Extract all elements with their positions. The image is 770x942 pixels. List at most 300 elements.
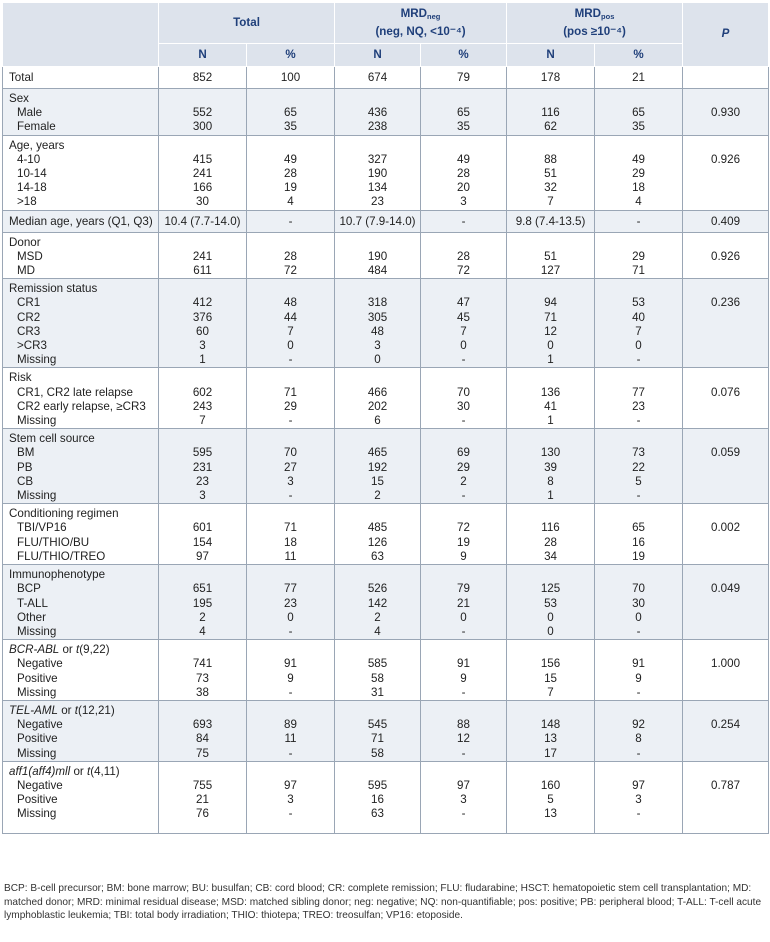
cell-value: 71 [284, 385, 297, 399]
cell-value: 71 [284, 521, 297, 535]
cell-spacer [599, 282, 678, 296]
cell-value: 3 [287, 474, 294, 488]
header-total: Total [159, 3, 335, 44]
p-value: 0.409 [711, 214, 741, 228]
header-p [683, 3, 769, 67]
value-cell [421, 279, 507, 368]
cell-value: 79 [457, 71, 470, 84]
cell-value: 72 [457, 264, 470, 278]
cell-value: 0 [374, 353, 381, 367]
value-cell [247, 640, 335, 701]
row-category-gene: TEL-AML [9, 703, 58, 717]
cell-spacer [425, 507, 502, 521]
cell-value: 465 [367, 446, 388, 460]
cell-spacer [687, 236, 764, 250]
cell-value: 58 [371, 671, 384, 685]
cell-value: 202 [367, 399, 388, 413]
cell-value: 88 [457, 718, 470, 732]
cell-value: 3 [199, 489, 206, 503]
row-item-label: Male [17, 106, 43, 120]
header-mrd-neg-detail: (neg, NQ, <10⁻⁴) [375, 24, 466, 38]
cell-value: 84 [196, 732, 209, 746]
cell-value: 5 [635, 474, 642, 488]
row-label [3, 89, 159, 136]
cell-value: 45 [457, 310, 470, 324]
value-cell [159, 135, 247, 210]
value-cell [159, 210, 247, 232]
cell-value: 0 [287, 610, 294, 624]
cell-value: 190 [367, 167, 388, 181]
value-cell [421, 210, 507, 232]
cell-value: 44 [284, 310, 297, 324]
row-label [3, 232, 159, 279]
row-category: Median age, years (Q1, Q3) [9, 214, 153, 228]
row-label [3, 504, 159, 565]
cell-spacer [599, 432, 678, 446]
cell-spacer [687, 704, 764, 718]
cell-value: - [288, 214, 293, 228]
header-mrd-pos-sub: pos [601, 12, 615, 22]
cell-value: 160 [540, 778, 561, 792]
p-value-cell [683, 279, 769, 368]
cell-value: 852 [192, 71, 213, 84]
cell-value: 91 [457, 657, 470, 671]
cell-value: 35 [457, 120, 470, 134]
header-mrd-neg-sub: neg [427, 12, 441, 22]
row-category: Stem cell source [9, 432, 95, 446]
cell-value: 130 [540, 446, 561, 460]
row-category-translocation: (12,21) [77, 703, 115, 717]
cell-value: 195 [192, 596, 213, 610]
cell-spacer [163, 507, 242, 521]
row-item-label: Female [17, 120, 56, 134]
row-item-label: Positive [17, 671, 58, 685]
value-cell [247, 565, 335, 640]
value-cell [421, 700, 507, 761]
cell-value: 4 [287, 195, 294, 209]
value-cell [595, 700, 683, 761]
value-cell [421, 640, 507, 701]
cell-value: 12 [457, 732, 470, 746]
cell-value: 9.8 (7.4-13.5) [515, 214, 586, 228]
cell-spacer [251, 432, 330, 446]
cell-spacer [339, 139, 416, 153]
row-item-label: Missing [17, 746, 57, 760]
p-value-cell [683, 429, 769, 504]
header-total-pct: % [247, 44, 335, 67]
cell-value: 674 [367, 71, 388, 84]
cell-value: 49 [457, 152, 470, 166]
cell-spacer [599, 371, 678, 385]
table-row [3, 429, 769, 504]
cell-spacer [339, 432, 416, 446]
row-item-label: Other [17, 610, 46, 624]
value-cell [159, 504, 247, 565]
value-cell [595, 210, 683, 232]
cell-value: 79 [457, 582, 470, 596]
value-cell [507, 135, 595, 210]
row-item-label: Missing [17, 414, 57, 428]
value-cell [507, 89, 595, 136]
header-total-n: N [159, 44, 247, 67]
cell-spacer [425, 765, 502, 779]
cell-spacer [339, 371, 416, 385]
p-value-cell [683, 565, 769, 640]
value-cell [595, 429, 683, 504]
cell-value: 231 [192, 460, 213, 474]
row-item-label: MD [17, 264, 36, 278]
cell-value: - [288, 685, 293, 699]
header-corner [3, 3, 159, 67]
header-mrd-neg-main: MRD [400, 7, 428, 21]
value-cell [421, 67, 507, 89]
value-cell [159, 67, 247, 89]
cell-spacer [511, 92, 590, 106]
value-cell [421, 232, 507, 279]
cell-spacer [425, 282, 502, 296]
cell-value: 28 [284, 249, 297, 263]
cell-value: - [461, 807, 466, 821]
cell-spacer [339, 282, 416, 296]
cell-spacer [339, 568, 416, 582]
cell-value: 38 [196, 685, 209, 699]
value-cell [421, 565, 507, 640]
table-row [3, 279, 769, 368]
cell-value: 9 [635, 671, 642, 685]
cell-value: - [636, 353, 641, 367]
value-cell [247, 368, 335, 429]
row-label [3, 368, 159, 429]
cell-value: 0 [287, 339, 294, 353]
cell-spacer [425, 139, 502, 153]
cell-value: 10.4 (7.7-14.0) [164, 214, 241, 228]
cell-spacer [687, 643, 764, 657]
value-cell [335, 565, 421, 640]
cell-spacer [251, 643, 330, 657]
table-row [3, 135, 769, 210]
cell-value: 8 [635, 732, 642, 746]
p-value-cell [683, 135, 769, 210]
cell-value: 30 [457, 399, 470, 413]
cell-value: - [461, 214, 466, 228]
row-item-label: 4-10 [17, 152, 41, 166]
cell-spacer [511, 568, 590, 582]
value-cell [507, 640, 595, 701]
row-label [3, 135, 159, 210]
value-cell [507, 429, 595, 504]
value-cell [247, 504, 335, 565]
p-value-cell [683, 368, 769, 429]
row-label [3, 761, 159, 833]
cell-value: 3 [460, 195, 467, 209]
p-value: 0.002 [711, 521, 741, 535]
table-row [3, 640, 769, 701]
cell-value: 18 [632, 181, 645, 195]
cell-value: 1 [547, 414, 554, 428]
cell-value: - [461, 414, 466, 428]
cell-spacer [163, 432, 242, 446]
cell-value: 97 [632, 778, 645, 792]
cell-value: 552 [192, 106, 213, 120]
cell-value: 28 [284, 167, 297, 181]
value-cell [247, 700, 335, 761]
p-value: 0.926 [711, 152, 741, 166]
value-cell [595, 565, 683, 640]
p-value-cell [683, 210, 769, 232]
table-row [3, 761, 769, 833]
row-item-label: Missing [17, 685, 57, 699]
table-row [3, 368, 769, 429]
cell-spacer [687, 371, 764, 385]
cell-value: 243 [192, 399, 213, 413]
cell-value: 148 [540, 718, 561, 732]
cell-value: 3 [199, 339, 206, 353]
cell-spacer [687, 432, 764, 446]
p-value: 0.049 [711, 582, 741, 596]
header-neg-n: N [335, 44, 421, 67]
value-cell [335, 700, 421, 761]
row-item-label: BM [17, 446, 35, 460]
cell-value: 75 [196, 746, 209, 760]
row-item-label: 14-18 [17, 181, 47, 195]
row-label [3, 429, 159, 504]
row-item-label: CR2 early relapse, ≥CR3 [17, 399, 146, 413]
value-cell [421, 504, 507, 565]
cell-spacer [339, 765, 416, 779]
cell-value: 0 [460, 610, 467, 624]
cell-value: 241 [192, 249, 213, 263]
cell-value: 755 [192, 778, 213, 792]
cell-spacer [687, 139, 764, 153]
cell-value: 91 [284, 657, 297, 671]
table-row [3, 504, 769, 565]
cell-value: 466 [367, 385, 388, 399]
value-cell [595, 279, 683, 368]
cell-spacer [339, 704, 416, 718]
cell-value: 2 [199, 610, 206, 624]
cell-value: 0 [635, 610, 642, 624]
cell-spacer [511, 432, 590, 446]
cell-value: 7 [460, 324, 467, 338]
row-item-label: CR1, CR2 late relapse [17, 385, 133, 399]
cell-value: 89 [284, 718, 297, 732]
cell-value: 41 [544, 399, 557, 413]
cell-value: 23 [371, 195, 384, 209]
cell-value: 526 [367, 582, 388, 596]
row-category-translocation: (9,22) [79, 643, 110, 657]
row-category: Total [9, 71, 34, 84]
cell-value: - [636, 414, 641, 428]
table-row [3, 67, 769, 89]
value-cell [595, 504, 683, 565]
value-cell [595, 640, 683, 701]
value-cell [159, 429, 247, 504]
cell-spacer [687, 92, 764, 106]
cell-value: 30 [196, 195, 209, 209]
header-p-label: P [721, 27, 730, 41]
cell-value: 116 [541, 521, 560, 535]
cell-value: 3 [287, 793, 294, 807]
header-mrd-pos [507, 3, 683, 44]
cell-value: - [636, 489, 641, 503]
cell-spacer [687, 507, 764, 521]
cell-value: 7 [287, 324, 294, 338]
cell-value: 70 [284, 446, 297, 460]
table-row [3, 700, 769, 761]
value-cell [159, 89, 247, 136]
row-item-label: PB [17, 460, 33, 474]
cell-value: 23 [196, 474, 209, 488]
cell-spacer [511, 765, 590, 779]
cell-value: 91 [632, 657, 645, 671]
cell-value: 156 [540, 657, 561, 671]
header-pos-n: N [507, 44, 595, 67]
table-row [3, 232, 769, 279]
row-category-t: t [86, 764, 91, 778]
cell-value: 51 [544, 249, 557, 263]
p-value: 1.000 [711, 657, 741, 671]
value-cell [507, 368, 595, 429]
cell-value: 73 [196, 671, 209, 685]
cell-value: 2 [460, 474, 467, 488]
cell-spacer [511, 643, 590, 657]
cell-value: 29 [284, 399, 297, 413]
p-value-cell [683, 67, 769, 89]
p-value-cell [683, 89, 769, 136]
header-pos-pct: % [595, 44, 683, 67]
cell-value: 126 [367, 535, 388, 549]
cell-value: 28 [544, 535, 557, 549]
value-cell [247, 761, 335, 833]
row-item-label: TBI/VP16 [17, 521, 67, 535]
cell-value: - [288, 746, 293, 760]
cell-spacer [251, 507, 330, 521]
cell-value: 65 [457, 106, 470, 120]
cell-value: 21 [196, 793, 209, 807]
cell-value: 3 [374, 339, 381, 353]
row-category-translocation: (4,11) [90, 764, 120, 778]
cell-spacer [599, 643, 678, 657]
cell-value: 47 [457, 296, 470, 310]
cell-spacer [425, 371, 502, 385]
header-mrd-pos-detail: (pos ≥10⁻⁴) [563, 24, 626, 38]
cell-value: 127 [540, 264, 561, 278]
p-value: 0.076 [711, 385, 741, 399]
cell-value: 35 [632, 120, 645, 134]
cell-value: 63 [371, 549, 384, 563]
cell-value: 49 [632, 152, 645, 166]
cell-value: 39 [544, 460, 557, 474]
header-mrd-pos-main: MRD [574, 7, 602, 21]
row-category: Age, years [9, 138, 65, 152]
cell-value: - [461, 685, 466, 699]
cell-value: 48 [284, 296, 297, 310]
cell-value: 9 [460, 549, 467, 563]
cell-spacer [599, 139, 678, 153]
cell-value: 58 [371, 746, 384, 760]
cell-value: 77 [284, 582, 297, 596]
cell-value: 65 [284, 106, 297, 120]
value-cell [247, 135, 335, 210]
cell-value: 30 [632, 596, 645, 610]
cell-value: 611 [193, 264, 212, 278]
cell-value: 4 [374, 624, 381, 638]
value-cell [335, 232, 421, 279]
cell-value: 241 [192, 167, 213, 181]
cell-spacer [339, 236, 416, 250]
cell-value: - [288, 624, 293, 638]
cell-value: 318 [367, 296, 388, 310]
cell-value: 166 [192, 181, 213, 195]
cell-value: 327 [367, 152, 388, 166]
cell-spacer [163, 92, 242, 106]
cell-value: 142 [367, 596, 388, 610]
cell-value: 40 [632, 310, 645, 324]
value-cell [507, 504, 595, 565]
cell-value: 97 [284, 778, 297, 792]
cell-value: 9 [287, 671, 294, 685]
cell-value: - [636, 214, 641, 228]
cell-value: 77 [632, 385, 645, 399]
cell-value: 31 [371, 685, 384, 699]
cell-value: 65 [632, 106, 645, 120]
row-item-label: Missing [17, 353, 57, 367]
cell-value: 27 [284, 460, 297, 474]
cell-value: 8 [547, 474, 554, 488]
value-cell [421, 135, 507, 210]
row-label [3, 565, 159, 640]
value-cell [595, 761, 683, 833]
cell-value: 19 [632, 549, 645, 563]
cell-value: 7 [199, 414, 206, 428]
cell-value: - [636, 807, 641, 821]
row-label [3, 700, 159, 761]
value-cell [507, 232, 595, 279]
cell-value: 1 [547, 489, 554, 503]
cell-value: 19 [284, 181, 297, 195]
cell-spacer [425, 568, 502, 582]
cell-spacer [163, 139, 242, 153]
cell-spacer [163, 704, 242, 718]
value-cell [335, 210, 421, 232]
cell-value: 3 [635, 793, 642, 807]
cell-value: 88 [544, 152, 557, 166]
cell-spacer [163, 765, 242, 779]
cell-value: 70 [457, 385, 470, 399]
cell-value: 62 [544, 120, 557, 134]
cell-spacer [251, 236, 330, 250]
row-category: Risk [9, 371, 32, 385]
cell-value: 7 [635, 324, 642, 338]
cell-value: 35 [284, 120, 297, 134]
cell-value: 484 [367, 264, 388, 278]
cell-value: 97 [457, 778, 470, 792]
cell-value: 13 [544, 807, 557, 821]
cell-value: 29 [632, 249, 645, 263]
cell-value: 0 [547, 610, 554, 624]
cell-value: 49 [284, 152, 297, 166]
cell-value: 415 [192, 152, 213, 166]
cell-value: 7 [547, 195, 554, 209]
cell-value: 15 [544, 671, 557, 685]
cell-value: 136 [540, 385, 561, 399]
row-category: Donor [9, 235, 41, 249]
p-value-cell [683, 700, 769, 761]
p-value: 0.930 [711, 106, 741, 120]
value-cell [335, 640, 421, 701]
cell-value: - [288, 489, 293, 503]
cell-value: 1 [199, 353, 206, 367]
